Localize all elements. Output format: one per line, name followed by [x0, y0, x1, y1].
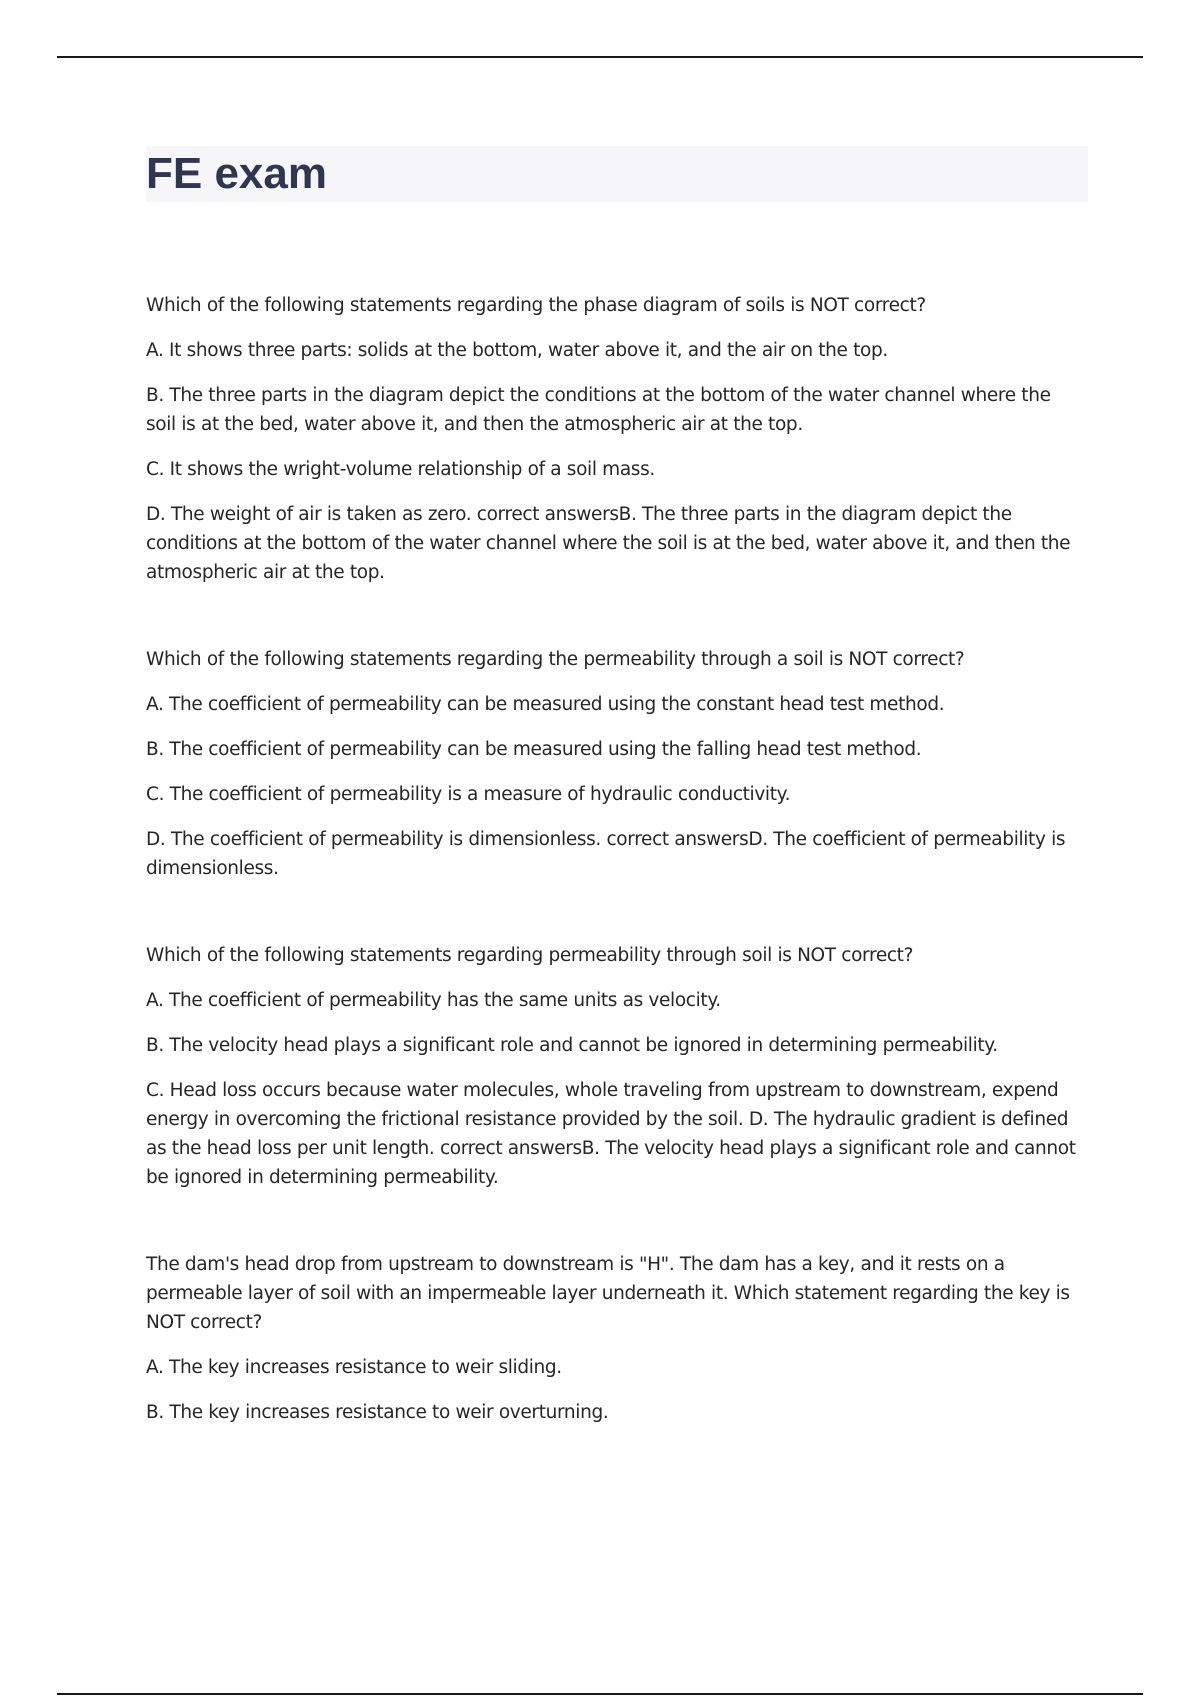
- answer-option: C. It shows the wright-volume relationship of a soil mass.: [146, 459, 655, 480]
- question-prompt: Which of the following statements regarding the permeability through a soil is NOT correct?: [146, 649, 965, 670]
- answer-option: C. The coefficient of permeability is a measure of hydraulic conductivity.: [146, 784, 791, 805]
- page-title: FE exam: [146, 149, 327, 198]
- answer-option: A. The key increases resistance to weir sliding.: [146, 1357, 562, 1378]
- question-prompt: The dam's head drop from upstream to downstream is "H". The dam has a key, and it rests on a permeable layer of soil with an impermeable layer underneath it. Which statement regarding the key is NOT correct?: [146, 1254, 1070, 1333]
- answer-option: B. The velocity head plays a significant role and cannot be ignored in determining permeability.: [146, 1035, 998, 1056]
- question-block: [146, 941, 1076, 1192]
- top-rule: [57, 56, 1143, 58]
- answer-option: A. The coefficient of permeability has the same units as velocity.: [146, 990, 721, 1011]
- document-body: [146, 291, 1076, 1485]
- answer-option: B. The coefficient of permeability can be measured using the falling head test method.: [146, 739, 922, 760]
- answer-option: B. The key increases resistance to weir overturning.: [146, 1402, 609, 1423]
- answer-option: A. It shows three parts: solids at the bottom, water above it, and the air on the top.: [146, 340, 888, 361]
- bottom-rule: [57, 1693, 1143, 1695]
- answer-option: D. The coefficient of permeability is dimensionless. correct answersD. The coefficient of permeability is dimensionless.: [146, 829, 1066, 879]
- question-block: [146, 1250, 1076, 1427]
- answer-option: D. The weight of air is taken as zero. correct answersB. The three parts in the diagram depict the conditions at the bottom of the water channel where the soil is at the bed, water above it, and then the atmospheric air at the top.: [146, 504, 1071, 583]
- question-prompt: Which of the following statements regarding the phase diagram of soils is NOT correct?: [146, 295, 926, 316]
- question-block: [146, 645, 1076, 883]
- answer-option: A. The coefficient of permeability can be measured using the constant head test method.: [146, 694, 945, 715]
- title-band: [146, 146, 1088, 202]
- question-block: [146, 291, 1076, 587]
- question-prompt: Which of the following statements regarding permeability through soil is NOT correct?: [146, 945, 914, 966]
- answer-option: B. The three parts in the diagram depict the conditions at the bottom of the water channel where the soil is at the bed, water above it, and then the atmospheric air at the top.: [146, 385, 1051, 435]
- answer-option: C. Head loss occurs because water molecules, whole traveling from upstream to downstream, expend energy in overcoming the frictional resistance provided by the soil. D. The hydraulic gradient is defined as the head loss per unit length. correct answersB. The velocity head plays a significant role and cannot be ignored in determining permeability.: [146, 1080, 1076, 1188]
